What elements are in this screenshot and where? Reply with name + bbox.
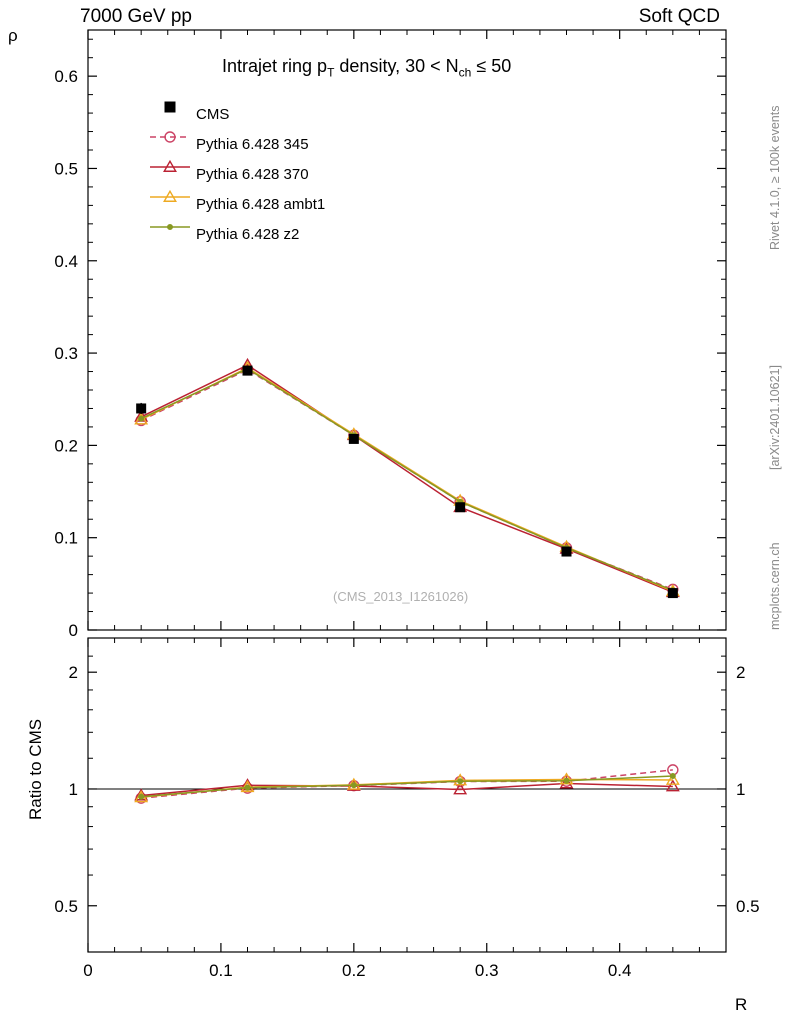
title-sub-nch: ch — [458, 65, 472, 80]
header-left: 7000 GeV pp — [80, 6, 192, 27]
y-tick-label: 0.4 — [54, 251, 78, 271]
legend-label-4: Pythia 6.428 z2 — [196, 226, 300, 243]
y-tick-label: 0.3 — [54, 344, 78, 364]
title-part-c: ≤ 50 — [471, 56, 512, 76]
ratio-series-marker-4 — [458, 779, 463, 784]
cms-marker — [243, 366, 252, 375]
series-line-1 — [141, 370, 673, 590]
title-sub-pt: T — [327, 65, 335, 80]
ratio-y-tick-label: 0.5 — [736, 896, 760, 916]
y-tick-label: 0.6 — [54, 67, 78, 87]
cms-marker — [456, 503, 465, 512]
ratio-panel-frame — [88, 638, 726, 952]
ratio-series-marker-4 — [245, 785, 250, 790]
ratio-series-line-4 — [141, 776, 673, 797]
side-text-mid: [arXiv:2401.10621] — [768, 365, 782, 470]
series-marker-4 — [139, 416, 144, 421]
y-tick-label: 0.5 — [54, 159, 78, 179]
legend-label-2: Pythia 6.428 370 — [196, 166, 309, 183]
ratio-y-tick-label: 2 — [736, 663, 746, 683]
side-text-mid-label: [ — [768, 466, 782, 470]
x-tick-label: 0.4 — [607, 961, 632, 980]
ratio-y-axis-label: Ratio to CMS — [26, 718, 45, 820]
ratio-series-marker-4 — [564, 778, 569, 783]
ratio-series-marker-4 — [351, 783, 356, 788]
ratio-series-marker-4 — [139, 794, 144, 799]
cms-marker — [349, 434, 358, 443]
y-axis-label: ρ — [8, 26, 18, 45]
ratio-series-marker-4 — [670, 774, 675, 779]
ratio-y-tick-label: 1 — [68, 779, 78, 799]
y-tick-label: 0 — [68, 621, 78, 640]
header-right: Soft QCD — [638, 6, 720, 27]
cms-marker — [562, 547, 571, 556]
side-text-top: Rivet 4.1.0, ≥ 100k events — [768, 105, 782, 250]
legend-marker-4 — [168, 225, 173, 230]
legend-marker-0 — [165, 102, 175, 112]
ratio-y-tick-label: 1 — [736, 779, 746, 799]
cms-marker — [668, 589, 677, 598]
title-part-b: density, 30 < N — [334, 56, 459, 76]
legend-label-1: Pythia 6.428 345 — [196, 136, 309, 153]
cms-marker — [137, 404, 146, 413]
main-panel-frame — [88, 30, 726, 630]
x-tick-label: 0.2 — [342, 961, 366, 980]
x-tick-label: 0.3 — [474, 961, 499, 980]
legend-label-0: CMS — [196, 106, 230, 123]
ratio-y-tick-label: 2 — [68, 663, 78, 683]
x-axis-label: R — [735, 995, 748, 1014]
x-tick-label: 0 — [83, 961, 93, 980]
ratio-y-tick-label: 0.5 — [54, 896, 78, 916]
y-tick-label: 0.1 — [54, 528, 78, 548]
legend-label-3: Pythia 6.428 ambt1 — [196, 196, 326, 213]
x-tick-label: 0.1 — [209, 961, 233, 980]
dataset-watermark: (CMS_2013_I1261026) — [333, 589, 469, 604]
side-text-bottom: mcplots.cern.ch — [768, 542, 782, 630]
side-text-arxiv: arXiv:2401.10621 — [768, 368, 782, 467]
title-part-a: Intrajet ring p — [222, 56, 328, 76]
series-line-4 — [141, 369, 673, 591]
y-tick-label: 0.2 — [54, 436, 78, 456]
